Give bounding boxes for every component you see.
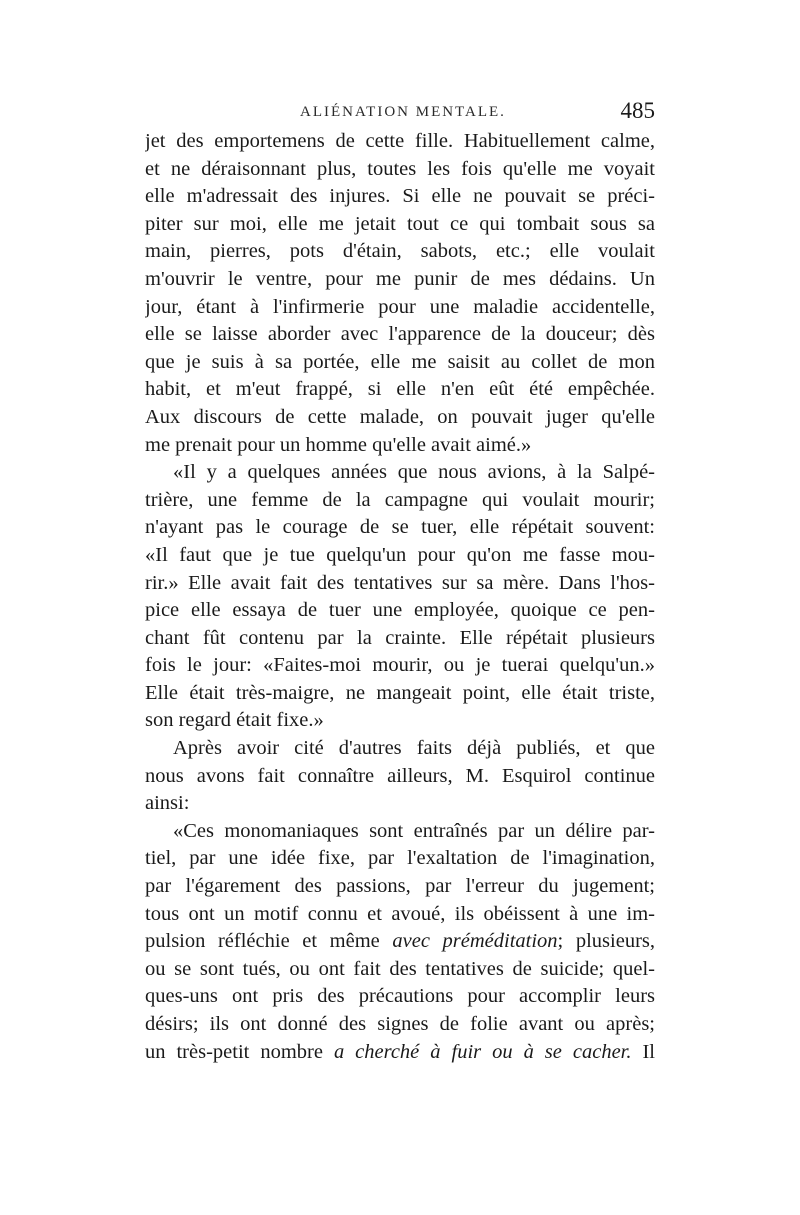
text-line: Aux discours de cette malade, on pouvait juger qu'elle <box>145 405 655 428</box>
text-line: Elle était très-maigre, ne mangeait point, elle était triste, <box>145 681 655 704</box>
text-line: tiel, par une idée fixe, par l'exaltation de l'imagination, <box>145 847 655 870</box>
text-line: trière, une femme de la campagne qui voulait mourir; <box>145 488 655 511</box>
text-line: désirs; ils ont donné des signes de folie avant ou après; <box>145 1013 655 1035</box>
running-title: ALIÉNATION MENTALE. <box>300 104 506 120</box>
text-line: «Il faut que je tue quelqu'un pour qu'on me fasse mou- <box>145 543 655 566</box>
page-number: 485 <box>620 98 655 123</box>
italic-fragment: avec préméditation <box>392 930 558 953</box>
italic-fragment: a cherché à fuir ou à se cacher. <box>333 1040 632 1063</box>
text-line: pice elle essaya de tuer une employée, quoique ce pen- <box>145 599 655 622</box>
text-line-with-italic: un très-petit nombre a cherché à fuir ou à se cacher. Il <box>145 1040 655 1063</box>
text-line: elle m'adressait des injures. Si elle ne pouvait se préci- <box>145 185 655 208</box>
running-head <box>145 98 655 128</box>
text-line: habit, et m'eut frappé, si elle n'en eût été empêchée. <box>145 378 655 401</box>
text-line: me prenait pour un homme qu'elle avait aimé.» <box>145 433 532 456</box>
text-line: par l'égarement des passions, par l'erreur du jugement; <box>145 875 655 898</box>
text-line: piter sur moi, elle me jetait tout ce qui tombait sous sa <box>145 212 655 235</box>
text-line: ainsi: <box>145 792 190 815</box>
text-line: main, pierres, pots d'étain, sabots, etc.; elle voulait <box>145 240 655 263</box>
text-line: que je suis à sa portée, elle me saisit au collet de mon <box>145 350 655 373</box>
text-line: elle se laisse aborder avec l'apparence de la douceur; dès <box>145 323 655 346</box>
text-line: Après avoir cité d'autres faits déjà publiés, et que <box>173 737 655 760</box>
text-line: son regard était fixe.» <box>145 709 324 732</box>
text-line: jour, étant à l'infirmerie pour une maladie accidentelle, <box>145 295 655 318</box>
text-line-with-italic: pulsion réfléchie et même avec préméditation; plusieurs, <box>145 930 655 953</box>
text-line: jet des emportemens de cette fille. Habituellement calme, <box>145 130 655 152</box>
text-line: m'ouvrir le ventre, pour me punir de mes dédains. Un <box>145 267 655 290</box>
text-line: ques-uns ont pris des précautions pour accomplir leurs <box>145 985 655 1008</box>
text-line: fois le jour: «Faites-moi mourir, ou je tuerai quelqu'un.» <box>145 654 655 677</box>
body-text <box>145 128 655 1066</box>
text-line: et ne déraisonnant plus, toutes les fois qu'elle me voyait <box>145 157 655 180</box>
text-line: chant fût contenu par la crainte. Elle répétait plusieurs <box>145 626 655 649</box>
text-line: ou se sont tués, ou ont fait des tentatives de suicide; quel- <box>145 957 655 980</box>
text-line: «Il y a quelques années que nous avions, à la Salpé- <box>173 461 655 484</box>
text-line: nous avons fait connaître ailleurs, M. Esquirol continue <box>145 764 655 787</box>
text-line: n'ayant pas le courage de se tuer, elle répétait souvent: <box>145 516 655 539</box>
text-line: rir.» Elle avait fait des tentatives sur sa mère. Dans l'hos- <box>145 571 655 594</box>
text-line: tous ont un motif connu et avoué, ils obéissent à une im- <box>145 902 655 925</box>
text-line: «Ces monomaniaques sont entraînés par un délire par- <box>173 819 655 842</box>
